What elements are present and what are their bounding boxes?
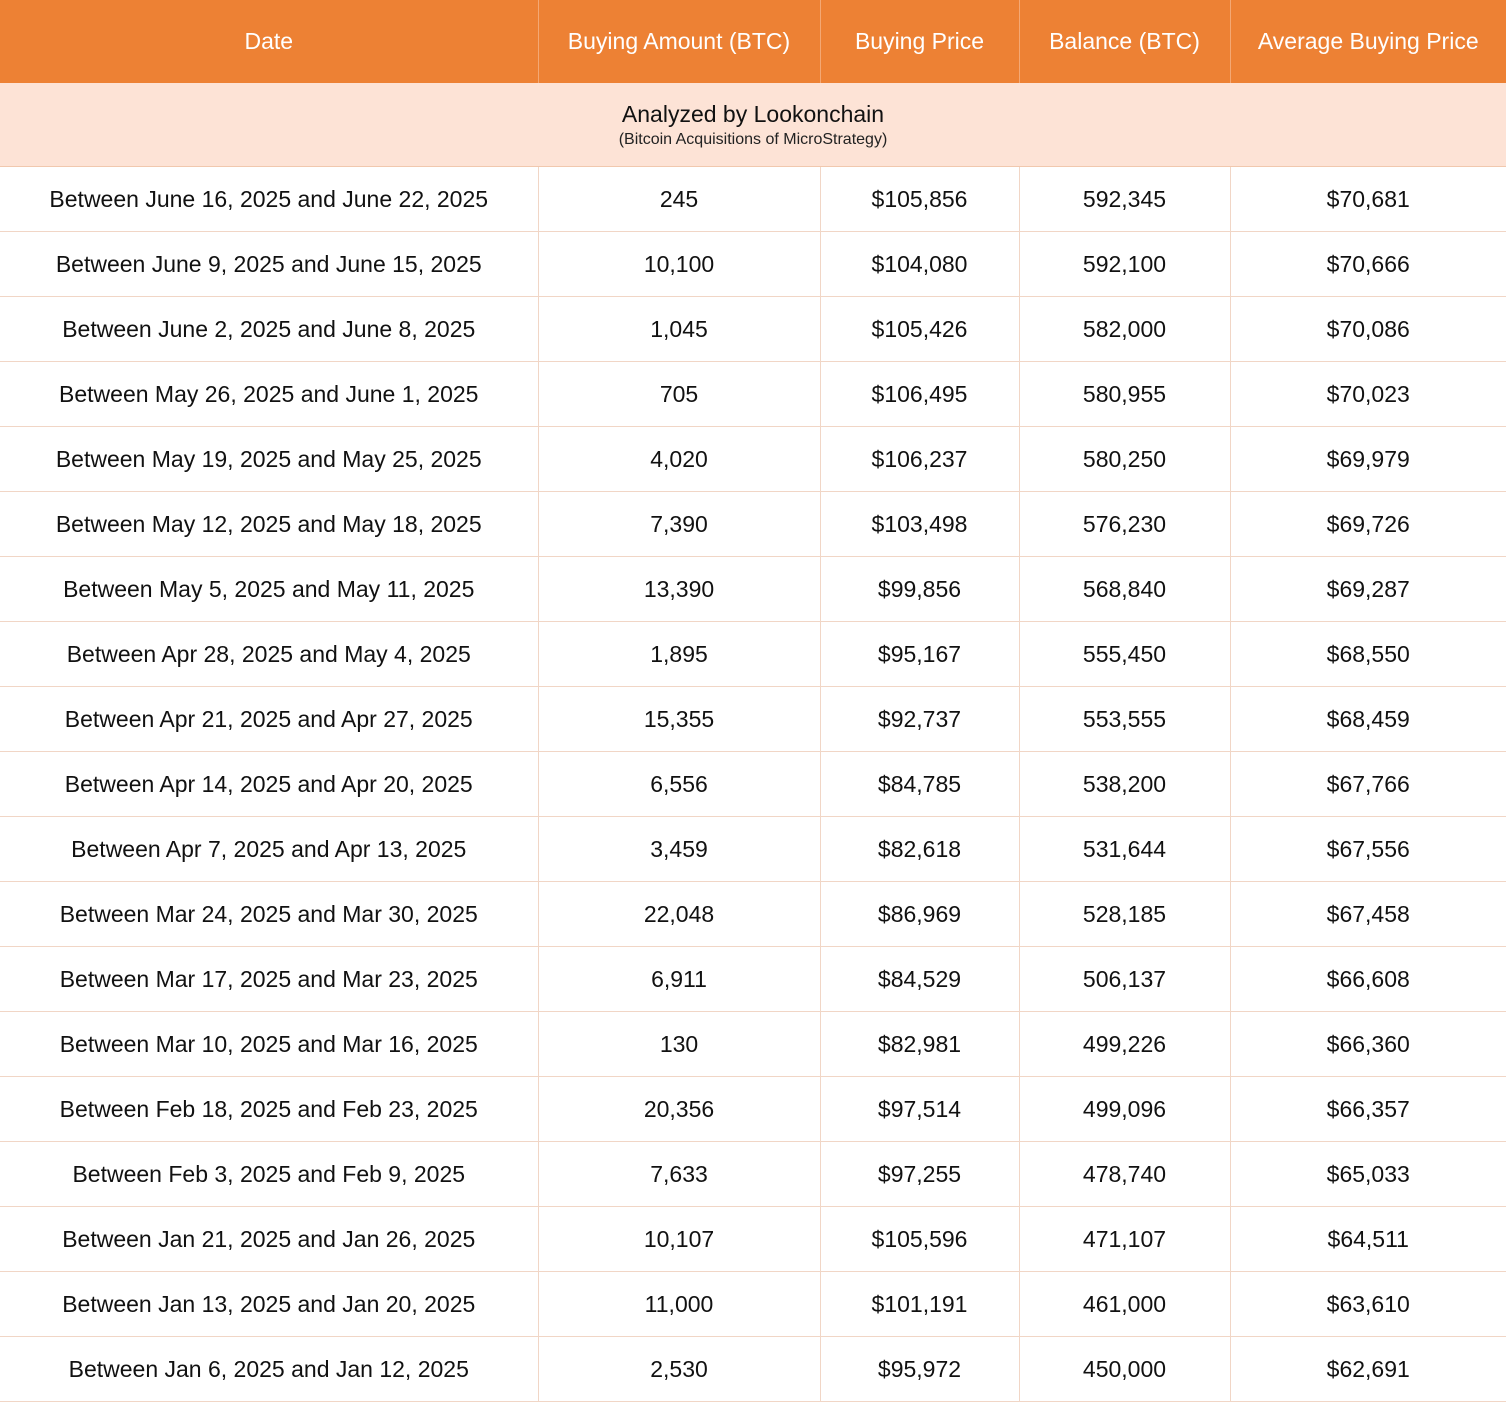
cell-average-buying-price: $67,458 [1230,882,1506,947]
cell-buying-price: $92,737 [820,687,1019,752]
cell-buying-amount: 6,911 [538,947,820,1012]
header-buying-price: Buying Price [820,0,1019,83]
cell-date: Between May 26, 2025 and June 1, 2025 [0,362,538,427]
cell-date: Between May 5, 2025 and May 11, 2025 [0,557,538,622]
cell-balance: 506,137 [1019,947,1230,1012]
cell-average-buying-price: $66,360 [1230,1012,1506,1077]
cell-buying-amount: 13,390 [538,557,820,622]
cell-balance: 582,000 [1019,297,1230,362]
cell-average-buying-price: $62,691 [1230,1337,1506,1402]
table-row [0,362,1506,427]
cell-balance: 499,226 [1019,1012,1230,1077]
cell-average-buying-price: $66,357 [1230,1077,1506,1142]
cell-buying-price: $105,426 [820,297,1019,362]
cell-balance: 450,000 [1019,1337,1230,1402]
cell-date: Between Mar 24, 2025 and Mar 30, 2025 [0,882,538,947]
cell-date: Between Apr 14, 2025 and Apr 20, 2025 [0,752,538,817]
cell-average-buying-price: $70,023 [1230,362,1506,427]
cell-buying-amount: 1,045 [538,297,820,362]
table-row [0,1337,1506,1402]
cell-buying-price: $97,514 [820,1077,1019,1142]
table-row [0,1012,1506,1077]
cell-average-buying-price: $65,033 [1230,1142,1506,1207]
cell-balance: 592,345 [1019,167,1230,232]
cell-buying-amount: 705 [538,362,820,427]
cell-average-buying-price: $64,511 [1230,1207,1506,1272]
cell-buying-price: $103,498 [820,492,1019,557]
cell-balance: 576,230 [1019,492,1230,557]
banner-cell [0,83,1506,167]
cell-average-buying-price: $69,726 [1230,492,1506,557]
cell-date: Between Jan 13, 2025 and Jan 20, 2025 [0,1272,538,1337]
table-row [0,1207,1506,1272]
table-row [0,492,1506,557]
cell-buying-amount: 4,020 [538,427,820,492]
cell-buying-price: $84,785 [820,752,1019,817]
cell-average-buying-price: $70,666 [1230,232,1506,297]
cell-buying-price: $97,255 [820,1142,1019,1207]
cell-date: Between June 2, 2025 and June 8, 2025 [0,297,538,362]
table-row [0,752,1506,817]
cell-buying-amount: 1,895 [538,622,820,687]
table-header [0,0,1506,83]
cell-date: Between Mar 10, 2025 and Mar 16, 2025 [0,1012,538,1077]
table-row [0,947,1506,1012]
cell-average-buying-price: $70,086 [1230,297,1506,362]
cell-buying-amount: 10,100 [538,232,820,297]
cell-average-buying-price: $68,459 [1230,687,1506,752]
cell-buying-price: $99,856 [820,557,1019,622]
cell-buying-price: $82,618 [820,817,1019,882]
banner-row [0,83,1506,167]
cell-average-buying-price: $70,681 [1230,167,1506,232]
cell-buying-price: $104,080 [820,232,1019,297]
cell-buying-amount: 22,048 [538,882,820,947]
cell-buying-amount: 15,355 [538,687,820,752]
table-row [0,882,1506,947]
cell-balance: 538,200 [1019,752,1230,817]
cell-balance: 471,107 [1019,1207,1230,1272]
table-row [0,167,1506,232]
cell-date: Between June 9, 2025 and June 15, 2025 [0,232,538,297]
table-body [0,83,1506,1402]
cell-buying-price: $106,495 [820,362,1019,427]
cell-average-buying-price: $66,608 [1230,947,1506,1012]
cell-balance: 580,250 [1019,427,1230,492]
header-average-buying-price: Average Buying Price [1230,0,1506,83]
cell-date: Between Apr 21, 2025 and Apr 27, 2025 [0,687,538,752]
cell-buying-amount: 20,356 [538,1077,820,1142]
cell-buying-amount: 11,000 [538,1272,820,1337]
cell-average-buying-price: $69,979 [1230,427,1506,492]
table-row [0,557,1506,622]
cell-buying-price: $105,596 [820,1207,1019,1272]
cell-buying-price: $106,237 [820,427,1019,492]
cell-buying-amount: 130 [538,1012,820,1077]
cell-date: Between Jan 6, 2025 and Jan 12, 2025 [0,1337,538,1402]
cell-buying-price: $84,529 [820,947,1019,1012]
cell-buying-price: $105,856 [820,167,1019,232]
cell-buying-amount: 6,556 [538,752,820,817]
cell-buying-amount: 7,390 [538,492,820,557]
cell-buying-price: $101,191 [820,1272,1019,1337]
cell-balance: 461,000 [1019,1272,1230,1337]
banner-subtitle: (Bitcoin Acquisitions of MicroStrategy) [618,130,888,148]
table-row [0,1077,1506,1142]
cell-balance: 478,740 [1019,1142,1230,1207]
cell-average-buying-price: $67,766 [1230,752,1506,817]
cell-balance: 580,955 [1019,362,1230,427]
table-row [0,1272,1506,1337]
cell-date: Between May 12, 2025 and May 18, 2025 [0,492,538,557]
cell-balance: 531,644 [1019,817,1230,882]
cell-buying-price: $95,167 [820,622,1019,687]
cell-date: Between June 16, 2025 and June 22, 2025 [0,167,538,232]
table-row [0,1142,1506,1207]
cell-average-buying-price: $67,556 [1230,817,1506,882]
cell-buying-amount: 2,530 [538,1337,820,1402]
header-balance: Balance (BTC) [1019,0,1230,83]
cell-buying-amount: 245 [538,167,820,232]
header-buying-amount: Buying Amount (BTC) [538,0,820,83]
cell-balance: 592,100 [1019,232,1230,297]
cell-date: Between May 19, 2025 and May 25, 2025 [0,427,538,492]
cell-date: Between Feb 3, 2025 and Feb 9, 2025 [0,1142,538,1207]
table-row [0,687,1506,752]
cell-average-buying-price: $68,550 [1230,622,1506,687]
cell-balance: 553,555 [1019,687,1230,752]
cell-buying-amount: 3,459 [538,817,820,882]
table-row [0,232,1506,297]
cell-buying-price: $86,969 [820,882,1019,947]
table-row [0,817,1506,882]
cell-balance: 568,840 [1019,557,1230,622]
header-date: Date [0,0,538,83]
banner-title: Analyzed by Lookonchain [621,100,885,127]
cell-buying-price: $82,981 [820,1012,1019,1077]
header-row [0,0,1506,83]
cell-average-buying-price: $69,287 [1230,557,1506,622]
cell-buying-amount: 10,107 [538,1207,820,1272]
cell-balance: 499,096 [1019,1077,1230,1142]
cell-date: Between Apr 7, 2025 and Apr 13, 2025 [0,817,538,882]
cell-date: Between Jan 21, 2025 and Jan 26, 2025 [0,1207,538,1272]
cell-date: Between Mar 17, 2025 and Mar 23, 2025 [0,947,538,1012]
table-row [0,297,1506,362]
table-row [0,427,1506,492]
cell-date: Between Apr 28, 2025 and May 4, 2025 [0,622,538,687]
cell-buying-price: $95,972 [820,1337,1019,1402]
cell-buying-amount: 7,633 [538,1142,820,1207]
cell-balance: 528,185 [1019,882,1230,947]
cell-date: Between Feb 18, 2025 and Feb 23, 2025 [0,1077,538,1142]
cell-balance: 555,450 [1019,622,1230,687]
cell-average-buying-price: $63,610 [1230,1272,1506,1337]
table-row [0,622,1506,687]
